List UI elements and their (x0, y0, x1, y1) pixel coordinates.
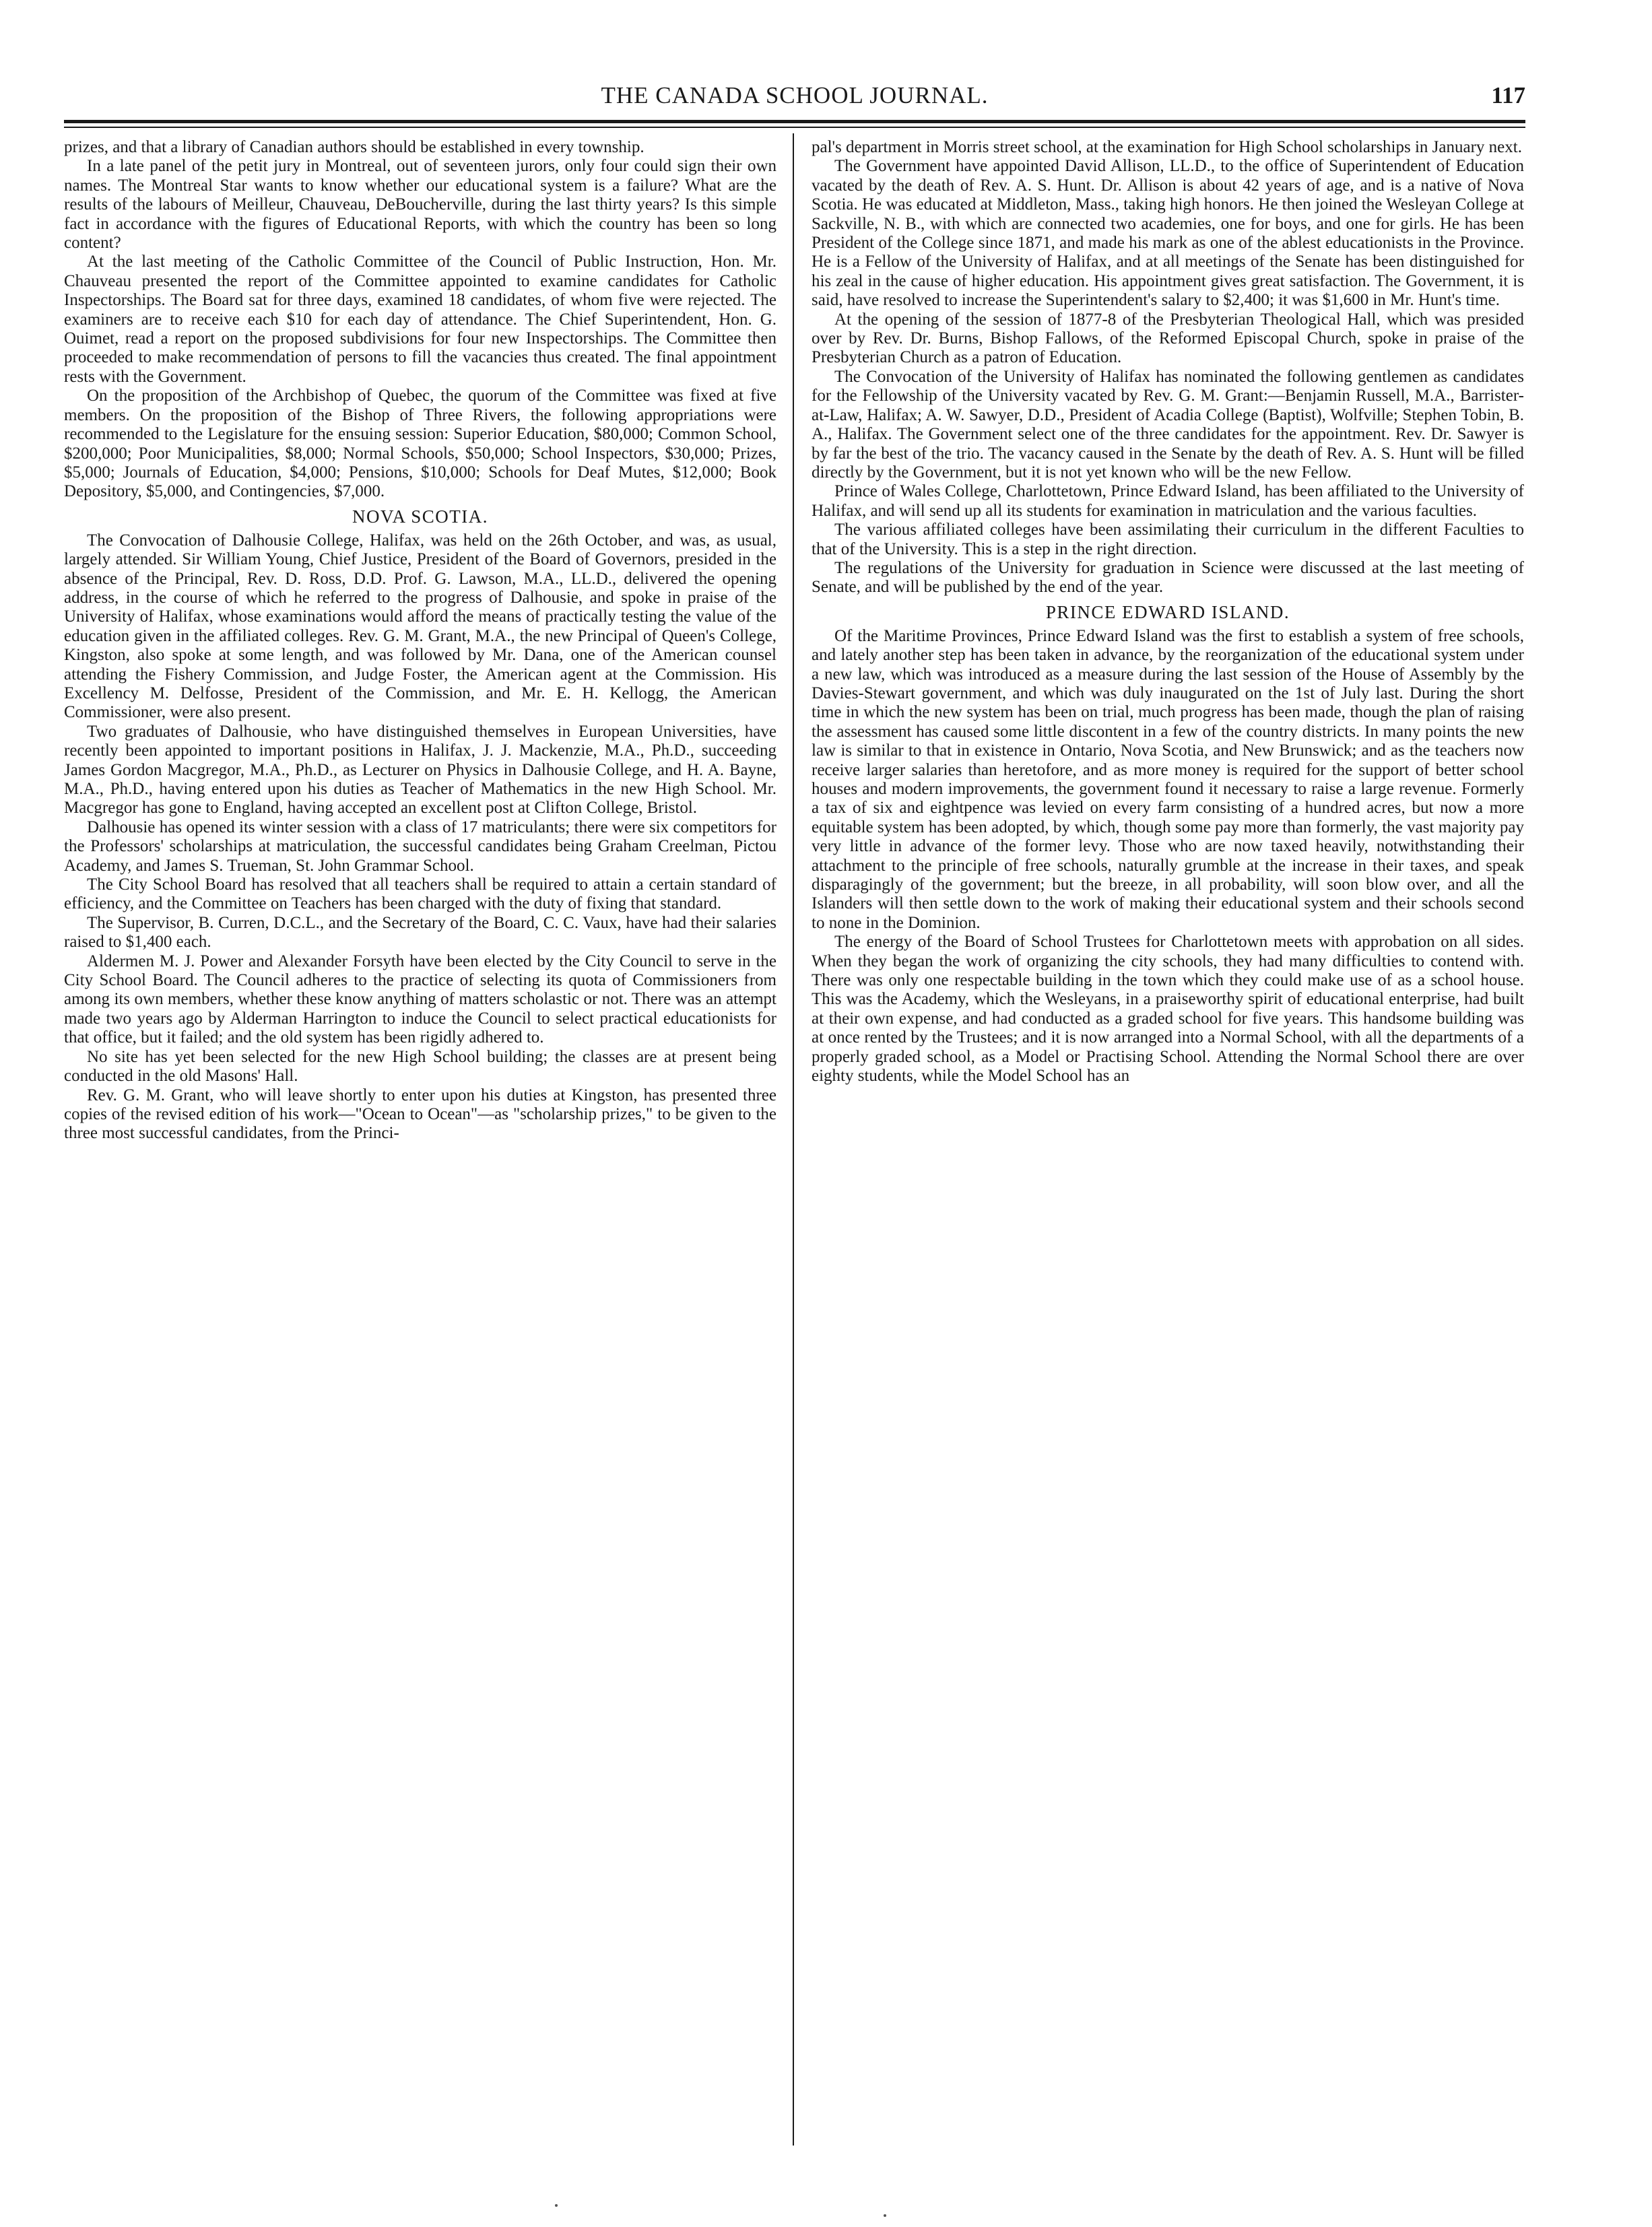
paragraph: The various affiliated colleges have been assimilating their curriculum in the different Faculties to that of the University. This is a step in the right direction. (812, 521, 1524, 558)
paragraph: Prince of Wales College, Charlottetown, Prince Edward Island, has been affiliated to the University of Halifax, and will send up all its students for examination in matriculation and the various faculties. (812, 482, 1524, 520)
column-divider (793, 133, 794, 2146)
right-column (812, 138, 1524, 2179)
paragraph: In a late panel of the petit jury in Montreal, out of seventeen jurors, only four could sign their own names. The Montreal Star wants to know whether our educational system is a failure? What are the results of the labours of Meilleur, Chauveau, DeBoucherville, during the last thirty years? Is this simple fact in accordance with the figures of Educational Reports, with which the country has been so long content? (64, 157, 777, 253)
print-speck (555, 2204, 558, 2207)
paragraph: The Convocation of Dalhousie College, Halifax, was held on the 26th October, and was, as usual, largely attended. Sir William Young, Chief Justice, President of the Board of Governors, presided in the absence of the Principal, Rev. D. Ross, D.D. Prof. G. Lawson, M.A., LL.D., delivered the opening address, in the course of which he referred to the progress of Dalhousie, and spoke in praise of the University of Halifax, whose examinations would afford the means of practically testing the value of the education given in the affiliated colleges. Rev. G. M. Grant, M.A., the new Principal of Queen's College, Kingston, also spoke at some length, and was followed by Mr. Dana, one of the American counsel attending the Fishery Commission, and Judge Foster, the American agent at the Commission. His Excellency M. Delfosse, President of the Commission, and Mr. E. H. Kellogg, the American Commissioner, were also present. (64, 531, 777, 722)
paragraph: At the last meeting of the Catholic Committee of the Council of Public Instruction, Hon. Mr. Chauveau presented the report of the Committee appointed to examine candidates for Catholic Inspectorships. The Board sat for three days, examined 18 candidates, of whom five were rejected. The examiners are to receive each $10 for each day of attendance. The Chief Superintendent, Hon. G. Ouimet, read a report on the proposed subdivisions for four new Inspectorships. The Committee then proceeded to make recommendation of persons to fill the vacancies thus created. The final appointment rests with the Government. (64, 253, 777, 386)
continued-paragraph: prizes, and that a library of Canadian authors should be established in every township. (64, 138, 645, 156)
section-heading: NOVA SCOTIA. (352, 506, 489, 527)
left-column (64, 138, 777, 2179)
header-rule-thick (64, 120, 1525, 123)
paragraph: No site has yet been selected for the new High School building; the classes are at present being conducted in the old Masons' Hall. (64, 1047, 777, 1086)
paragraph: At the opening of the session of 1877-8 of the Presbyterian Theological Hall, which was presided over by Rev. Dr. Burns, Bishop Fallows, of the Reformed Episcopal Church, spoke in praise of the Presbyterian Church as a patron of Education. (812, 310, 1524, 367)
paragraph: Aldermen M. J. Power and Alexander Forsyth have been elected by the City Council to serve in the City School Board. The Council adheres to the practice of selecting its quota of Commissioners from among its own members, whether these know anything of matters scholastic or not. There was an attempt made two years ago by Alderman Harrington to induce the Council to select practical educationists for that office, but it failed; and the old system has been rigidly adhered to. (64, 952, 777, 1047)
header-rule-thin (64, 127, 1525, 128)
print-speck (884, 2214, 886, 2217)
paragraph: On the proposition of the Archbishop of Quebec, the quorum of the Committee was fixed at five members. On the proposition of the Bishop of Three Rivers, the following appropriations were recommended to the Legislature for the ensuing session: Superior Education, $80,000; Common School, $200,000; Poor Municipalities, $8,000; Normal Schools, $50,000; School Inspectors, $30,000; Prizes, $5,000; Journals of Education, $4,000; Pensions, $10,000; Schools for Deaf Mutes, $12,000; Book Depository, $5,000, and Contingencies, $7,000. (64, 387, 777, 501)
paragraph: Rev. G. M. Grant, who will leave shortly to enter upon his duties at Kingston, has presented three copies of the revised edition of his work—"Ocean to Ocean"—as "scholarship prizes," to be given to the three most successful candidates, from the Princi- (64, 1086, 777, 1143)
paragraph: The regulations of the University for graduation in Science were discussed at the last meeting of Senate, and will be published by the end of the year. (812, 558, 1524, 597)
paragraph: The Convocation of the University of Halifax has nominated the following gentlemen as candidates for the Fellowship of the University vacated by Rev. G. M. Grant:—Benjamin Russell, M.A., Barrister-at-Law, Halifax; A. W. Sawyer, D.D., President of Acadia College (Baptist), Wolfville; Stephen Tobin, B. A., Halifax. The Government select one of the three candidates for the appointment. Rev. Dr. Sawyer is by far the best of the trio. The vacancy caused in the Senate by the death of Rev. A. S. Hunt will be filled directly by the Government, but it is not yet known who will be the new Fellow. (812, 367, 1524, 481)
paragraph: The energy of the Board of School Trustees for Charlottetown meets with approbation on all sides. When they began the work of organizing the city schools, they had many difficulties to contend with. There was only one respectable building in the town which they could make use of as a school house. This was the Academy, which the Wesleyans, in a praiseworthy spirit of educational enterprise, had built at their own expense, and had conducted as a graded school for five years. This handsome building was at once rented by the Trustees; and it is now arranged into a Normal School, with all the departments of a properly graded school, as a Model or Practising School. Attending the Normal School there are over eighty students, while the Model School has an (812, 933, 1524, 1086)
continued-paragraph: pal's department in Morris street school, at the examination for High School scholarships in January next. (812, 138, 1522, 156)
paragraph: Two graduates of Dalhousie, who have distinguished themselves in European Universities, have recently been appointed to important positions in Halifax, J. J. Mackenzie, M.A., Ph.D., succeeding James Gordon Macgregor, M.A., Ph.D., as Lecturer on Physics in Dalhousie College, and H. A. Bayne, M.A., Ph.D., having entered upon his duties as Teacher of Mathematics in the new High School. Mr. Macgregor has gone to England, having accepted an excellent post at Clifton College, Bristol. (64, 722, 777, 818)
journal-title: THE CANADA SCHOOL JOURNAL. (601, 82, 989, 108)
page-number: 117 (1491, 82, 1525, 108)
paragraph: Of the Maritime Provinces, Prince Edward Island was the first to establish a system of free schools, and lately another step has been taken in advance, by the reorganization of the educational system under a new law, which was introduced as a measure during the last session of the House of Assembly by the Davies-Stewart government, and which was duly inaugurated on the 1st of July last. During the short time in which the new system has been on trial, much progress has been made, though the plan of raising the assessment has caused some little discontent in a few of the country districts. In many points the new law is similar to that in existence in Ontario, Nova Scotia, and New Brunswick; and as the teachers now receive larger salaries than heretofore, and as more money is required for the support of better school houses and modern improvements, the government found it necessary to raise a large revenue. Formerly a tax of six and eightpence was levied on every farm consisting of a hundred acres, but now a more equitable system has been adopted, by which, though some pay more than formerly, the vast majority pay very little in advance of the former levy. Those who are now taxed heavily, notwithstanding their attachment to the principle of free schools, naturally grumble at the increase in their taxes, and speak disparagingly of the government; but the breeze, in all probability, will soon blow over, and all the Islanders will then settle down to the work of making their educational system and their schools second to none in the Dominion. (812, 626, 1524, 932)
paragraph: Dalhousie has opened its winter session with a class of 17 matriculants; there were six competitors for the Professors' scholarships at matriculation, the successful candidates being Graham Creelman, Pictou Academy, and James S. Trueman, St. John Grammar School. (64, 818, 777, 875)
section-heading: PRINCE EDWARD ISLAND. (1045, 601, 1290, 622)
paragraph: The Government have appointed David Allison, LL.D., to the office of Superintendent of Education vacated by the death of Rev. A. S. Hunt. Dr. Allison is about 42 years of age, and is a native of Nova Scotia. He was educated at Middleton, Mass., taking high honors. He then joined the Wesleyan College at Sackville, N. B., with which are connected two academies, one for boys, and one for girls. He has been President of the College since 1871, and made his mark as one of the ablest educationists in the Province. He is a Fellow of the University of Halifax, and at all meetings of the Senate has been distinguished for his zeal in the cause of higher education. His appointment gives great satisfaction. The Government, it is said, have resolved to increase the Superintendent's salary to $2,400; it was $1,600 in Mr. Hunt's time. (812, 157, 1524, 310)
paragraph: The City School Board has resolved that all teachers shall be required to attain a certain standard of efficiency, and the Committee on Teachers has been charged with the duty of fixing that standard. (64, 875, 777, 913)
running-head (64, 75, 1525, 116)
paragraph: The Supervisor, B. Curren, D.C.L., and the Secretary of the Board, C. C. Vaux, have had their salaries raised to $1,400 each. (64, 913, 777, 952)
